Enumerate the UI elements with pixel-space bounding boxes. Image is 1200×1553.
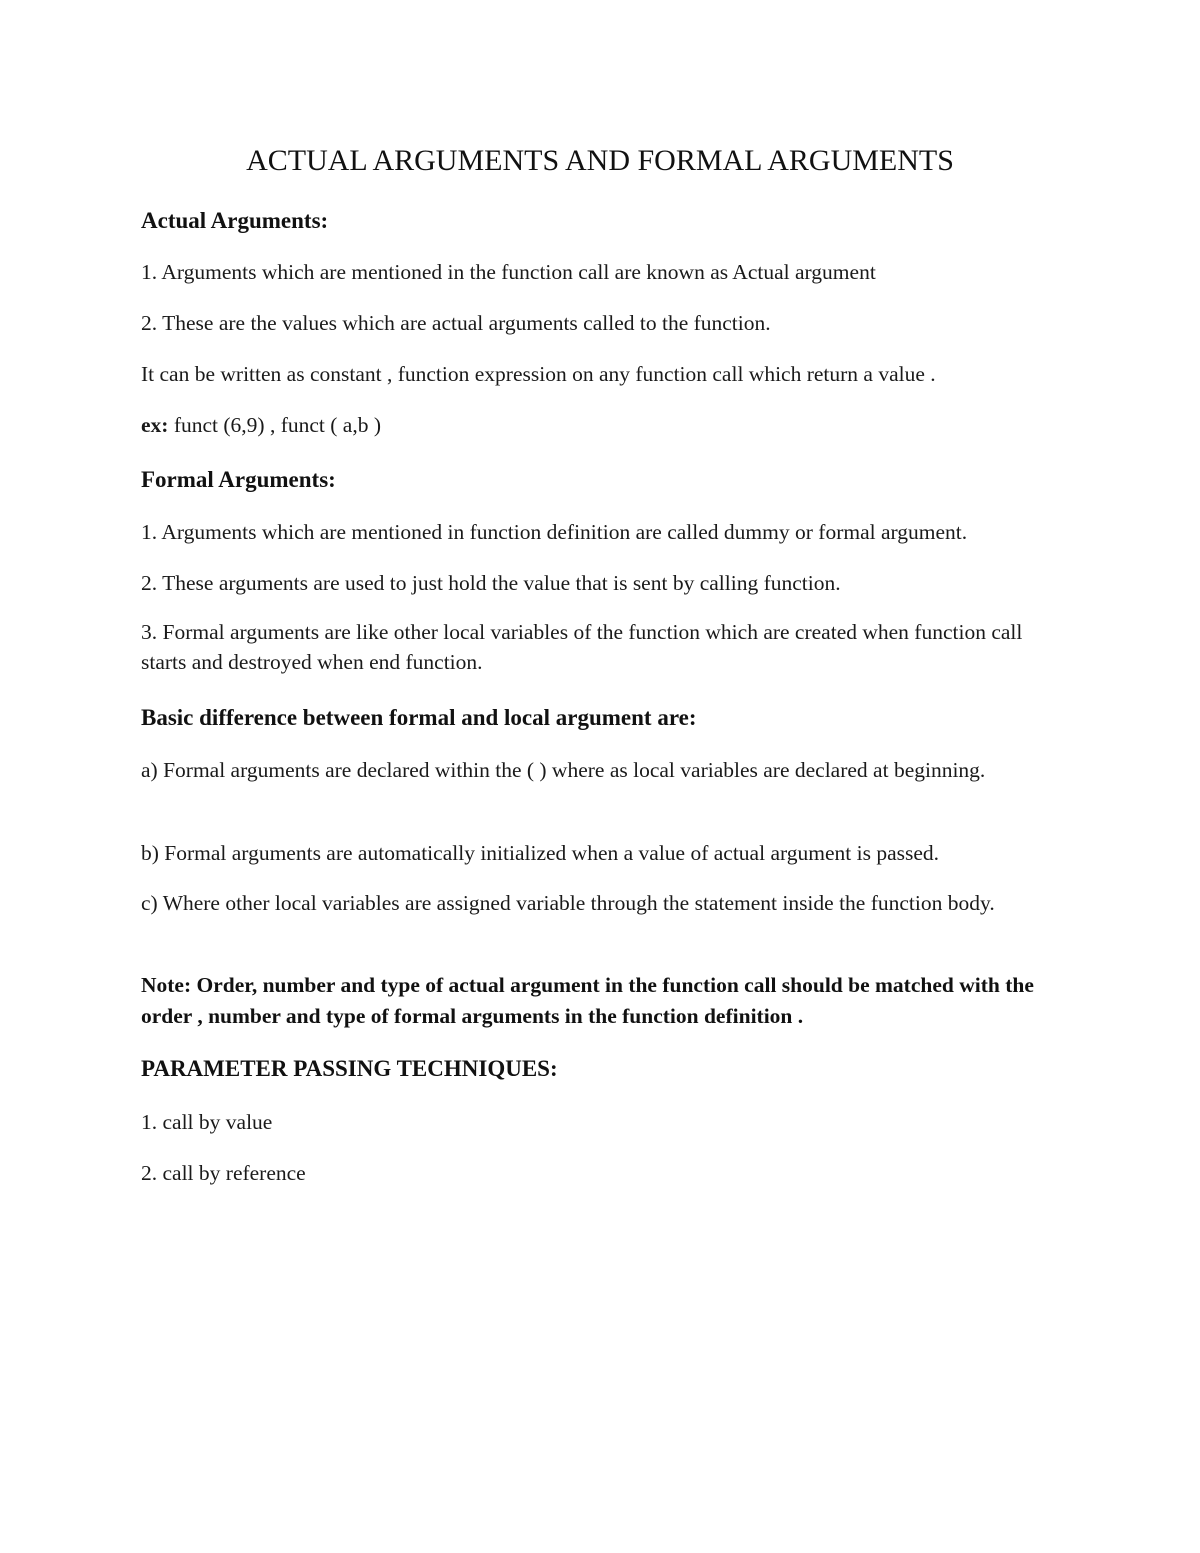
difference-item-b: b) Formal arguments are automatically initialized when a value of actual argument is passed. bbox=[141, 841, 940, 865]
actual-description: It can be written as constant , function expression on any function call which return a value . bbox=[141, 362, 936, 386]
difference-heading: Basic difference between formal and local argument are: bbox=[141, 705, 697, 730]
actual-item-2: 2. These are the values which are actual arguments called to the function. bbox=[141, 311, 771, 335]
parameter-passing-heading: PARAMETER PASSING TECHNIQUES: bbox=[141, 1056, 558, 1081]
formal-item-2: 2. These arguments are used to just hold the value that is sent by calling function. bbox=[141, 571, 841, 595]
document-title: ACTUAL ARGUMENTS AND FORMAL ARGUMENTS bbox=[246, 144, 954, 177]
note-paragraph: Note: Order, number and type of actual argument in the function call should be matched with the order , number and type of formal arguments in the function definition . bbox=[141, 973, 1034, 1028]
actual-arguments-heading: Actual Arguments: bbox=[141, 208, 329, 233]
formal-item-3: 3. Formal arguments are like other local variables of the function which are created when function call starts and destroyed when end function. bbox=[141, 620, 1023, 674]
actual-item-1: 1. Arguments which are mentioned in the function call are known as Actual argument bbox=[141, 260, 876, 284]
example-label: ex: bbox=[141, 413, 169, 437]
formal-item-1: 1. Arguments which are mentioned in function definition are called dummy or formal argument. bbox=[141, 520, 968, 544]
formal-arguments-heading: Formal Arguments: bbox=[141, 467, 336, 492]
parameter-item-1: 1. call by value bbox=[141, 1110, 273, 1134]
example-line bbox=[141, 410, 1061, 440]
example-text: funct (6,9) , funct ( a,b ) bbox=[168, 413, 381, 437]
difference-item-c: c) Where other local variables are assigned variable through the statement inside the function body. bbox=[141, 891, 995, 915]
difference-item-a: a) Formal arguments are declared within the ( ) where as local variables are declared at beginning. bbox=[141, 758, 986, 782]
parameter-item-2: 2. call by reference bbox=[141, 1161, 306, 1185]
